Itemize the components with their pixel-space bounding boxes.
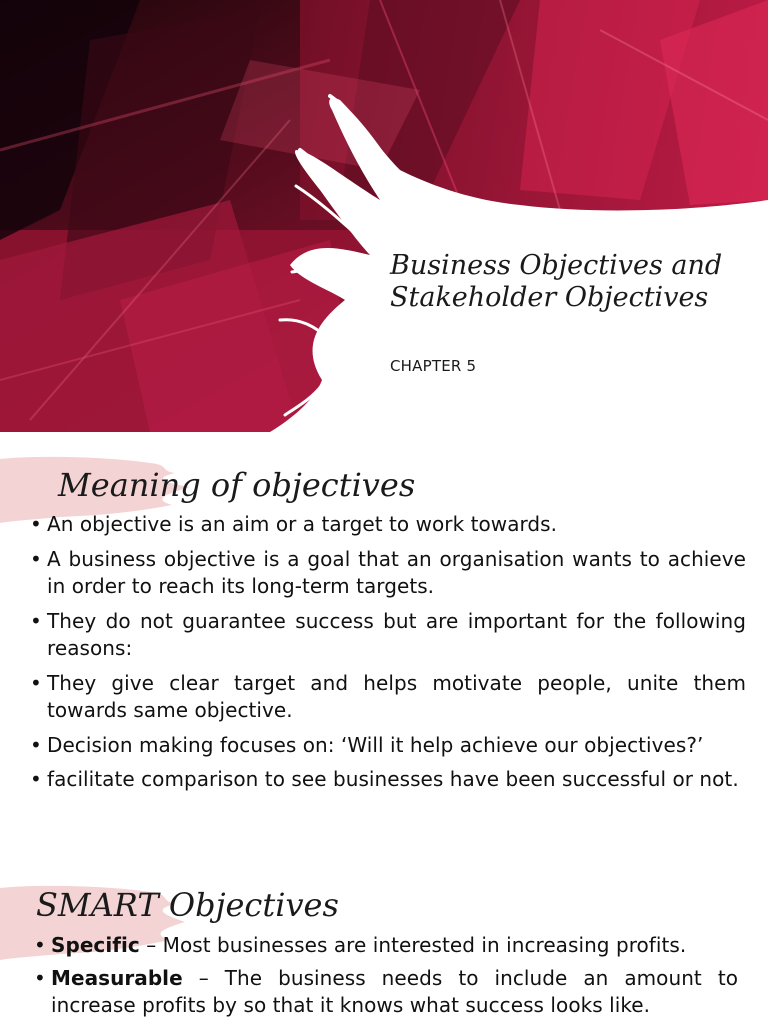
meaning-of-objectives-slide	[0, 445, 768, 875]
term-measurable: Measurable	[51, 965, 183, 990]
list-item: • An objective is an aim or a target to work towards.	[30, 511, 746, 539]
presentation-title: Business Objectives and Stakeholder Objectives	[390, 250, 723, 313]
title-slide	[0, 0, 768, 432]
description: – The business needs to include an amount to increase profits by so that it knows what success looks like.	[51, 965, 738, 1017]
list-item: • facilitate comparison to see businesses have been successful or not.	[30, 766, 746, 794]
smart-objectives-slide	[0, 880, 768, 1024]
bullet-list	[30, 511, 746, 801]
list-item: • They do not guarantee success but are important for the following reasons:	[30, 608, 746, 663]
list-item-measurable	[34, 965, 738, 1020]
abstract-background-graphic	[0, 0, 768, 432]
slide-heading: SMART Objectives	[36, 886, 339, 924]
chapter-subtitle: CHAPTER 5	[390, 357, 477, 375]
list-item: • They give clear target and helps motivate people, unite them towards same objective.	[30, 670, 746, 725]
list-item: • A business objective is a goal that an organisation wants to achieve in order to reach its long-term targets.	[30, 546, 746, 601]
term-specific: Specific	[51, 933, 140, 957]
list-item-specific	[34, 932, 738, 960]
list-item: • Decision making focuses on: ‘Will it help achieve our objectives?’	[30, 732, 746, 760]
description: – Most businesses are interested in increasing profits.	[139, 933, 687, 957]
smart-list	[34, 932, 738, 1024]
slide-heading: Meaning of objectives	[58, 466, 416, 504]
